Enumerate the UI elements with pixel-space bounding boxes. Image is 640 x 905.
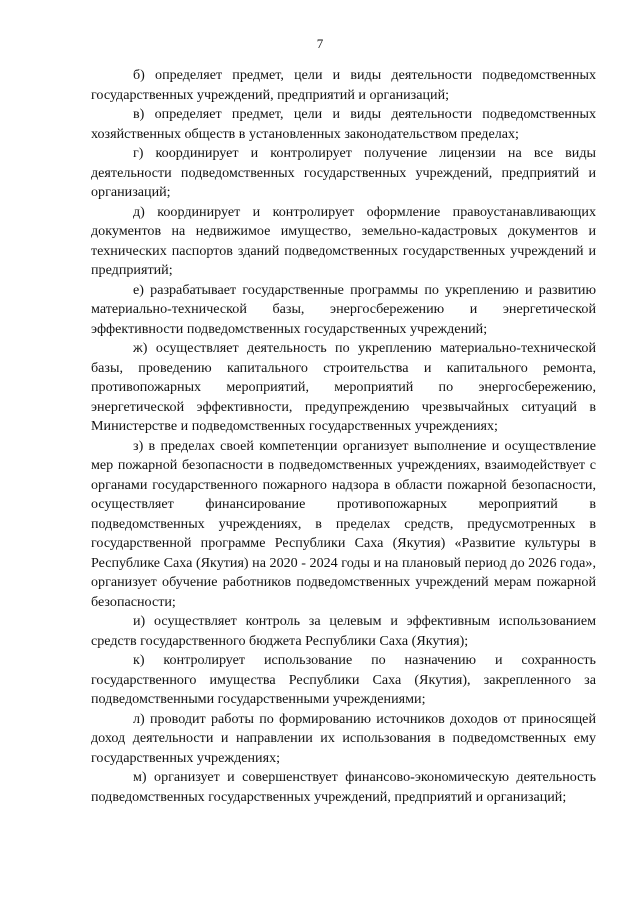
paragraph-v: в) определяет предмет, цели и виды деятельности подведомственных хозяйственных обществ в установленных законодательством пределах;: [91, 106, 596, 142]
paragraph-i: и) осуществляет контроль за целевым и эффективным использованием средств государственного бюджета Республики Саха (Якутия);: [91, 613, 596, 649]
paragraph-e: е) разрабатывает государственные программы по укреплению и развитию материально-технической базы, энергосбережению и энергетической эффективности подведомственных государственных учреждений;: [91, 281, 596, 337]
paragraph-l: л) проводит работы по формированию источников доходов от приносящей доход деятельности и направлении их использования в подведомственных ему государственных учреждениях;: [91, 710, 596, 766]
paragraph-g: г) координирует и контролирует получение лицензии на все виды деятельности подведомственных государственных учреждений, предприятий и организаций;: [91, 145, 596, 200]
page-number: 7: [316, 36, 324, 51]
paragraph-z: з) в пределах своей компетенции организует выполнение и осуществление мер пожарной безопасности в подведомственных учреждениях, взаимодействует с органами государственного пожарного надзора в области пожарной безопасности, осуществляет финансирование противопожарных мероприятий в подведомственных учреждениях, в пределах средств, предусмотренных в государственной программе Республики Саха (Якутия) «Развитие культуры в Республике Саха (Якутия) на 2020 - 2024 годы и на плановый период до 2026 года», организует обучение работников подведомственных учреждений мерам пожарной безопасности;: [91, 437, 596, 610]
paragraph-d: д) координирует и контролирует оформление правоустанавливающих документов на недвижимое имущество, земельно-кадастровых документов и технических паспортов зданий подведомственных государственных учреждений и предприятий;: [91, 203, 596, 278]
paragraph-zh: ж) осуществляет деятельность по укреплению материально-технической базы, проведению капитального строительства и капитального ремонта, противопожарных мероприятий, мероприятий по энергосбережению, энергетической эффективности, предупреждению чрезвычайных ситуаций в Министерстве и подведомственных государственных учреждениях;: [91, 340, 596, 434]
paragraph-b: б) определяет предмет, цели и виды деятельности подведомственных государственных учреждений, предприятий и организаций;: [91, 67, 596, 103]
paragraph-k: к) контролирует использование по назначению и сохранность государственного имущества Республики Саха (Якутия), закрепленного за подведомственными государственными учреждениями;: [91, 652, 596, 707]
document-body: [91, 66, 596, 807]
paragraph-m: м) организует и совершенствует финансово-экономическую деятельность подведомственных государственных учреждений, предприятий и организаций;: [91, 769, 596, 805]
